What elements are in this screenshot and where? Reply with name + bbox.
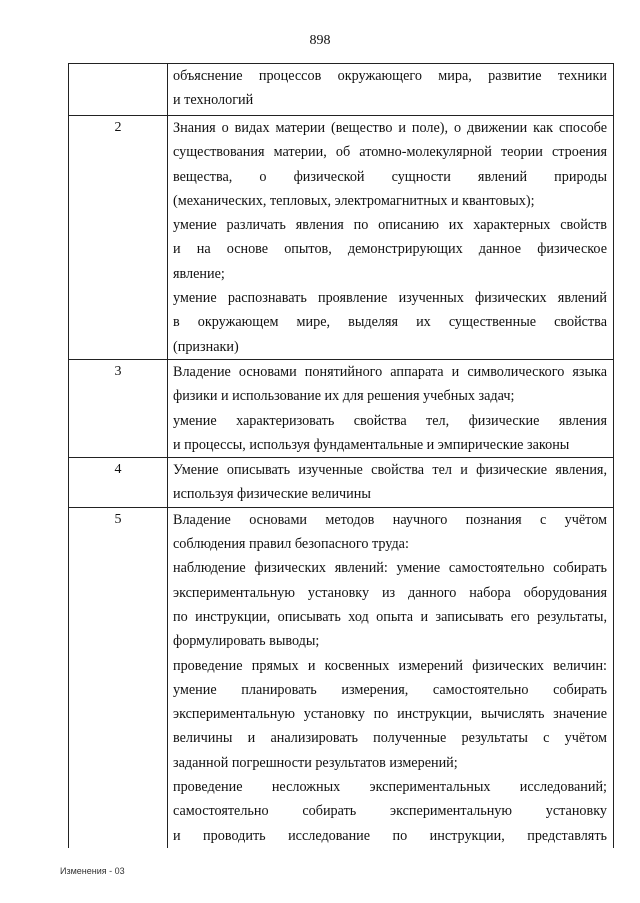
text-line: (механических, тепловых, электромагнитных и квантовых); xyxy=(173,192,535,209)
row-text xyxy=(168,359,614,457)
text-line: соблюдения правил безопасного труда: xyxy=(173,536,409,553)
text-line: Владение основами методов научного познания с учётом xyxy=(173,511,607,528)
text-line: заданной погрешности результатов измерений; xyxy=(173,754,458,771)
row-number: 5 xyxy=(69,507,168,848)
text-line: формулировать выводы; xyxy=(173,633,320,650)
text-line: самостоятельно собирать экспериментальную установку xyxy=(173,803,607,820)
table-row xyxy=(69,458,614,508)
text-line: объяснение процессов окружающего мира, развитие техники xyxy=(173,68,607,84)
row-text xyxy=(168,116,614,360)
row-text xyxy=(168,64,614,116)
text-line: экспериментальную установку из данного набора оборудования xyxy=(173,584,607,601)
text-line: по инструкции, описывать ход опыта и записывать его результаты, xyxy=(173,608,607,625)
row-number: 4 xyxy=(69,458,168,508)
table-row xyxy=(69,507,614,848)
row-text xyxy=(168,507,614,848)
text-line: Знания о видах материи (вещество и поле), о движении как способе xyxy=(173,120,607,136)
text-line: умение различать явления по описанию их характерных свойств xyxy=(173,217,607,234)
text-line: проведение несложных экспериментальных исследований; xyxy=(173,779,607,796)
table-row xyxy=(69,64,614,116)
text-line: умение распознавать проявление изученных физических явлений xyxy=(173,290,607,307)
text-line: используя физические величины xyxy=(173,486,371,503)
text-line: физики и использование их для решения учебных задач; xyxy=(173,388,515,405)
text-line: проведение прямых и косвенных измерений физических величин: xyxy=(173,657,607,674)
text-line: наблюдение физических явлений: умение самостоятельно собирать xyxy=(173,560,607,577)
row-text xyxy=(168,458,614,508)
row-number: 2 xyxy=(69,116,168,360)
text-line: умение планировать измерения, самостоятельно собирать xyxy=(173,681,607,698)
text-line: и технологий xyxy=(173,92,254,109)
text-line: и на основе опытов, демонстрирующих данное физическое xyxy=(173,241,607,258)
text-line: экспериментальную установку по инструкции, вычислять значение xyxy=(173,706,607,723)
text-line: и процессы, используя фундаментальные и эмпирические законы xyxy=(173,436,570,453)
text-line: умение характеризовать свойства тел, физические явления xyxy=(173,412,607,429)
table-row xyxy=(69,116,614,360)
text-line: Владение основами понятийного аппарата и символического языка xyxy=(173,363,607,380)
text-line: (признаки) xyxy=(173,338,239,355)
text-line: явление; xyxy=(173,265,225,282)
text-line: Умение описывать изученные свойства тел и физические явления, xyxy=(173,462,607,479)
page-number: 898 xyxy=(309,33,331,48)
row-number: 3 xyxy=(69,359,168,457)
text-line: в окружающем мире, выделяя их существенные свойства xyxy=(173,314,607,331)
table-row xyxy=(69,359,614,457)
footer-revision: Изменения - 03 xyxy=(60,866,125,876)
text-line: и проводить исследование по инструкции, представлять xyxy=(173,827,607,844)
text-line: вещества, о физической сущности явлений природы xyxy=(173,168,607,185)
content-table xyxy=(68,63,614,848)
row-number xyxy=(69,64,168,116)
text-line: величины и анализировать полученные результаты с учётом xyxy=(173,730,607,747)
text-line: существования материи, об атомно-молекулярной теории строения xyxy=(173,144,607,161)
